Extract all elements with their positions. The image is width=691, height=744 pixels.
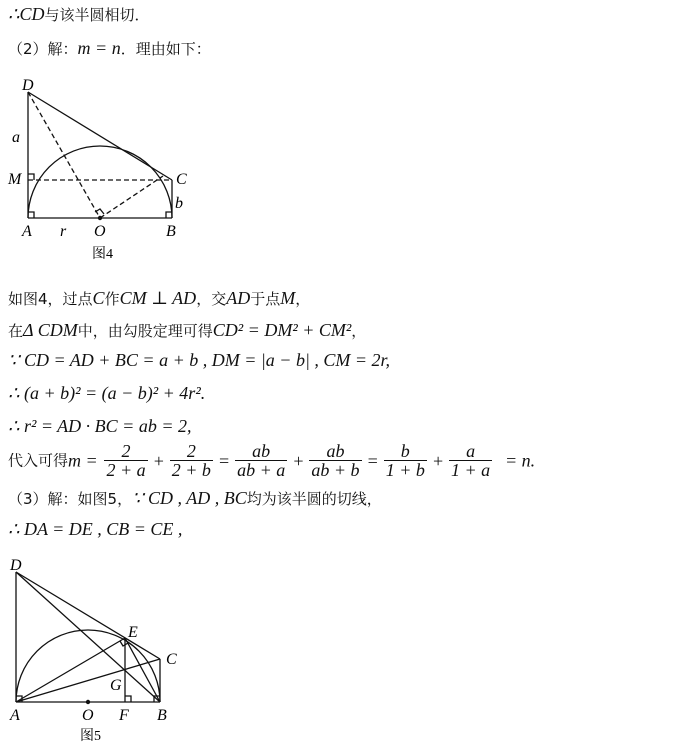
text: ，交 xyxy=(196,290,227,308)
label-r: r xyxy=(60,223,67,240)
label-a: A xyxy=(10,707,20,724)
fraction-numerator: 2 xyxy=(104,442,147,461)
fraction xyxy=(235,442,287,479)
label-d: D xyxy=(22,77,34,94)
text: 如图4，过点 xyxy=(8,290,93,308)
math: ∴ DA = DE , CB = CE , xyxy=(8,519,183,539)
text-line-10 xyxy=(8,519,182,540)
fraction-denominator: 2 + b xyxy=(171,460,211,480)
math: = n. xyxy=(504,450,536,471)
math: ∴ r² = AD · BC = ab = 2, xyxy=(8,416,192,436)
label-a: a xyxy=(12,129,20,146)
math: CM ⊥ AD xyxy=(119,288,197,308)
label-a-point: A xyxy=(22,223,32,240)
math: m = xyxy=(68,450,98,471)
text-line-3 xyxy=(8,288,310,309)
label-b-length: b xyxy=(175,195,183,212)
text: 作 xyxy=(104,290,120,308)
text-line-1 xyxy=(8,4,149,25)
fraction-denominator: ab + a xyxy=(237,460,286,480)
fraction-denominator: 1 + a xyxy=(451,460,491,480)
fraction xyxy=(104,442,147,479)
operator: + xyxy=(152,450,165,471)
math: ∴ (a + b)² = (a − b)² + 4r². xyxy=(8,383,206,403)
text: 于点 xyxy=(250,290,281,308)
fraction-numerator: b xyxy=(384,442,427,461)
fraction-numerator: ab xyxy=(235,442,287,461)
figure-4-caption: 图4 xyxy=(92,247,113,262)
math: Δ CDM xyxy=(23,320,78,340)
fraction-denominator: 1 + b xyxy=(385,460,425,480)
fraction-denominator: 2 + a xyxy=(106,460,146,480)
text-line-5 xyxy=(8,350,390,371)
label-f: F xyxy=(119,707,129,724)
figure-5 xyxy=(0,552,200,744)
fraction-denominator: ab + b xyxy=(311,460,360,480)
figure-5-caption: 图5 xyxy=(80,729,101,744)
fraction-numerator: 2 xyxy=(170,442,213,461)
label-d: D xyxy=(10,557,22,574)
math: M xyxy=(280,288,296,308)
text: 代入可得 xyxy=(8,451,69,470)
text-line-2 xyxy=(8,38,211,59)
operator: = xyxy=(366,450,379,471)
label-b: B xyxy=(157,707,167,724)
text-line-8 xyxy=(8,440,535,481)
figure-4 xyxy=(0,70,230,265)
label-o: O xyxy=(82,707,94,724)
text-line-7 xyxy=(8,416,191,437)
label-b: B xyxy=(166,223,176,240)
math: ∵ CD = AD + BC = a + b , DM = |a − b| , CM = 2r, xyxy=(8,350,391,370)
text: 在 xyxy=(8,322,24,340)
fraction xyxy=(309,442,361,479)
fraction-chain xyxy=(102,441,500,480)
operator: + xyxy=(292,450,305,471)
text: ， xyxy=(351,322,367,340)
text: ， xyxy=(295,290,311,308)
label-o: O xyxy=(94,223,106,240)
text: 均为该半圆的切线， xyxy=(246,490,382,508)
fraction-numerator: a xyxy=(449,442,492,461)
label-g: G xyxy=(110,677,122,694)
fraction xyxy=(170,442,213,479)
text: ．理由如下： xyxy=(120,40,211,58)
operator: + xyxy=(431,450,445,471)
fraction-numerator: ab xyxy=(309,442,361,461)
label-c: C xyxy=(166,651,177,668)
text: 中，由勾股定理可得 xyxy=(77,322,213,340)
math-cd: ∴CD xyxy=(8,4,45,24)
math: CD² = DM² + CM² xyxy=(212,320,352,340)
text-line-4 xyxy=(8,320,366,341)
text: 与该半圆相切． xyxy=(44,6,150,24)
text-line-9 xyxy=(8,488,382,509)
operator: = xyxy=(217,450,231,471)
math-m-eq-n: m = n xyxy=(77,38,121,58)
fraction xyxy=(384,442,427,479)
math: ∵ CD , AD , BC xyxy=(132,488,247,508)
label-e: E xyxy=(128,624,138,641)
label-m: M xyxy=(8,171,22,188)
fraction xyxy=(449,442,492,479)
text-line-6 xyxy=(8,383,205,404)
label-c: C xyxy=(176,171,187,188)
part-label: （3）解：如图5， xyxy=(8,490,133,508)
part-label: （2）解： xyxy=(8,40,78,58)
math: AD xyxy=(226,288,251,308)
math: C xyxy=(92,288,105,308)
